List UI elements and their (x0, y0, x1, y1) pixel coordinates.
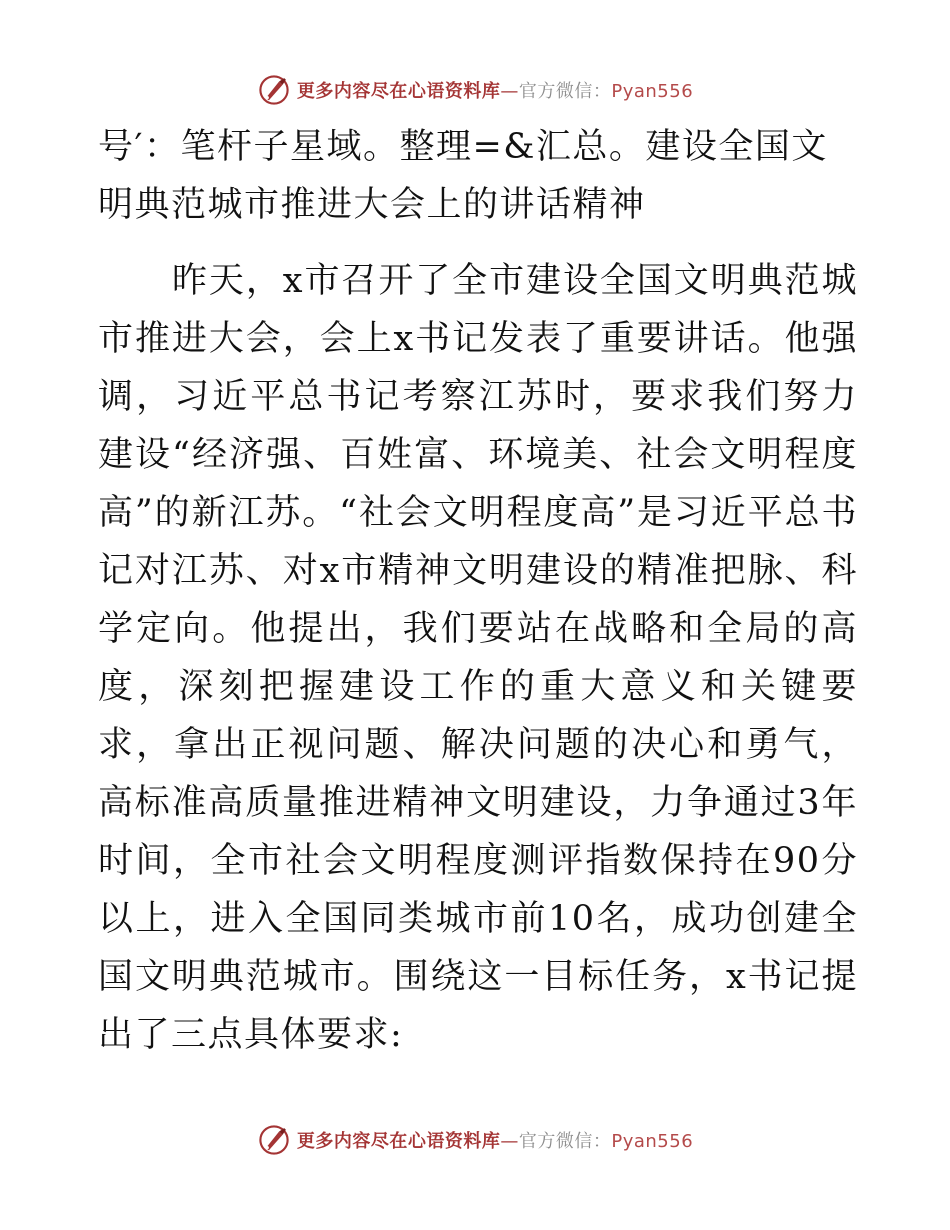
watermark-text (297, 77, 693, 103)
watermark-wechat-label: 官方微信： (518, 1131, 612, 1152)
document-title: 号′：笔杆子星域。整理=&汇总。建设全国文明典范城市推进大会上的讲话精神 (98, 127, 828, 225)
watermark-wechat-label: 官方微信： (518, 81, 612, 102)
watermark-main: 更多内容尽在心语资料库 (296, 81, 501, 102)
document-body (98, 118, 858, 1064)
watermark-dash: — (500, 1131, 519, 1152)
watermark-dash: — (500, 81, 519, 102)
watermark-wechat-id: Pyan556 (611, 81, 694, 102)
document-paragraph: 昨天，x市召开了全市建设全国文明典范城市推进大会，会上x书记发表了重要讲话。他强调，习近平总书记考察江苏时，要求我们努力建设“经济强、百姓富、环境美、社会文明程度高”的新江苏。“社会文明程度高”是习近平总书记对江苏、对x市精神文明建设的精准把脉、科学定向。他提出，我们要站在战略和全局的高度，深刻把握建设工作的重大意义和关键要求，拿出正视问题、解决问题的决心和勇气，高标准高质量推进精神文明建设，力争通过3年时间，全市社会文明程度测评指数保持在90分以上，进入全国同类城市前10名，成功创建全国文明典范城市。围绕这一目标任务，x书记提出了三点具体要求: (98, 261, 858, 1055)
header-watermark-banner (0, 70, 950, 110)
pen-logo-icon (257, 73, 291, 107)
watermark-wechat-id: Pyan556 (611, 1131, 694, 1152)
watermark-main: 更多内容尽在心语资料库 (296, 1131, 501, 1152)
watermark-text (297, 1127, 693, 1153)
footer-watermark-banner (0, 1120, 950, 1160)
pen-logo-icon (257, 1123, 291, 1157)
